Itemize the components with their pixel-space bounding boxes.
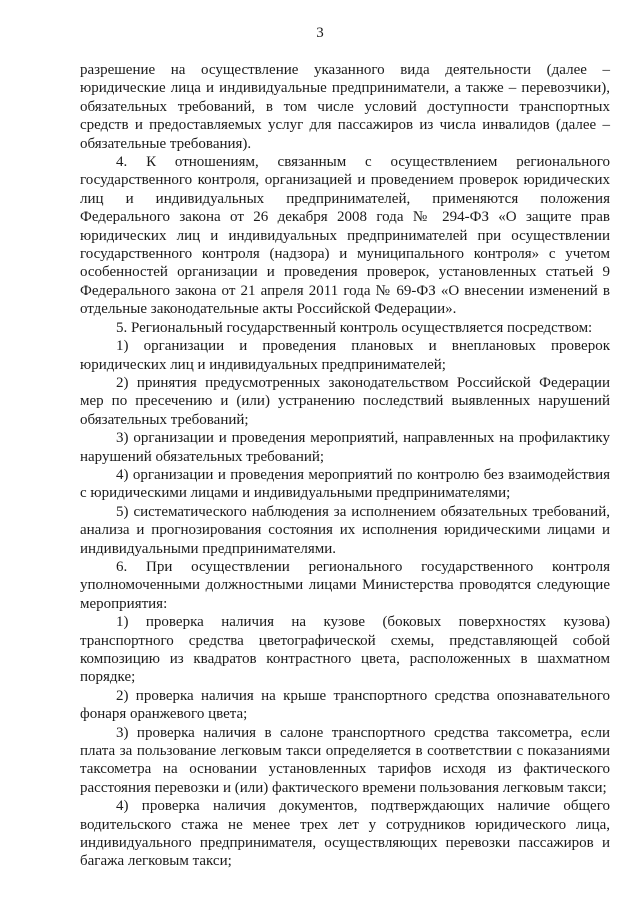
subitem-6-2: 2) проверка наличия на крыше транспортного средства опознавательного фонаря оранжевого цвета; xyxy=(80,687,610,723)
subitem-5-5: 5) систематического наблюдения за исполнением обязательных требований, анализа и прогнозирования состояния их исполнения юридическими лицами и индивидуальными предпринимателями. xyxy=(80,503,610,557)
subitem-5-4: 4) организации и проведения мероприятий по контролю без взаимодействия с юридическими лицами и индивидуальными предпринимателями; xyxy=(80,466,610,502)
subitem-6-4: 4) проверка наличия документов, подтверждающих наличие общего водительского стажа не менее трех лет у сотрудников юридического лица, индивидуального предпринимателя, осуществляющих перевозки пассажиров и багажа легковым такси; xyxy=(80,798,610,870)
paragraph-continuation: разрешение на осуществление указанного вида деятельности (далее – юридические лица и индивидуальные предприниматели, а также – перевозчики), обязательных требований, в том числе условий доступности транспортных средств и предоставляемых услуг для пассажиров из числа инвалидов (далее – обязательные требования). xyxy=(80,62,610,152)
paragraph-item-6: 6. При осуществлении регионального государственного контроля уполномоченными должностными лицами Министерства проводятся следующие мероприятия: xyxy=(80,558,610,612)
document-body xyxy=(80,61,610,871)
subitem-6-3: 3) проверка наличия в салоне транспортного средства таксометра, если плата за пользование легковым такси определяется в соответствии с показаниями таксометра на основании установленных тарифов исходя из фактического расстояния перевозки и (или) фактического времени пользования легковым такси; xyxy=(80,724,610,796)
subitem-6-1: 1) проверка наличия на кузове (боковых поверхностях кузова) транспортного средства цветографической схемы, представляющей собой композицию из квадратов контрастного цвета, расположенных в шахматном порядке; xyxy=(80,614,610,686)
subitem-5-2: 2) принятия предусмотренных законодательством Российской Федерации мер по пресечению и (или) устранению последствий выявленных нарушений обязательных требований; xyxy=(80,374,610,428)
page-number: 3 xyxy=(316,25,324,41)
paragraph-item-4: 4. К отношениям, связанным с осуществлением регионального государственного контроля, организацией и проведением проверок юридических лиц и индивидуальных предпринимателей, применяются положения Федерального закона от 26 декабря 2008 года № 294-ФЗ «О защите прав юридических лиц и индивидуальных предпринимателей при осуществлении государственного контроля (надзора) и муниципального контроля» с учетом особенностей организации и проведения проверок, установленных статьей 9 Федерального закона от 21 апреля 2011 года № 69-ФЗ «О внесении изменений в отдельные законодательные акты Российской Федерации». xyxy=(80,154,610,318)
subitem-5-1: 1) организации и проведения плановых и внеплановых проверок юридических лиц и индивидуальных предпринимателей; xyxy=(80,338,610,373)
subitem-5-3: 3) организации и проведения мероприятий, направленных на профилактику нарушений обязательных требований; xyxy=(80,430,610,465)
paragraph-item-5: 5. Региональный государственный контроль осуществляется посредством: xyxy=(116,319,593,336)
